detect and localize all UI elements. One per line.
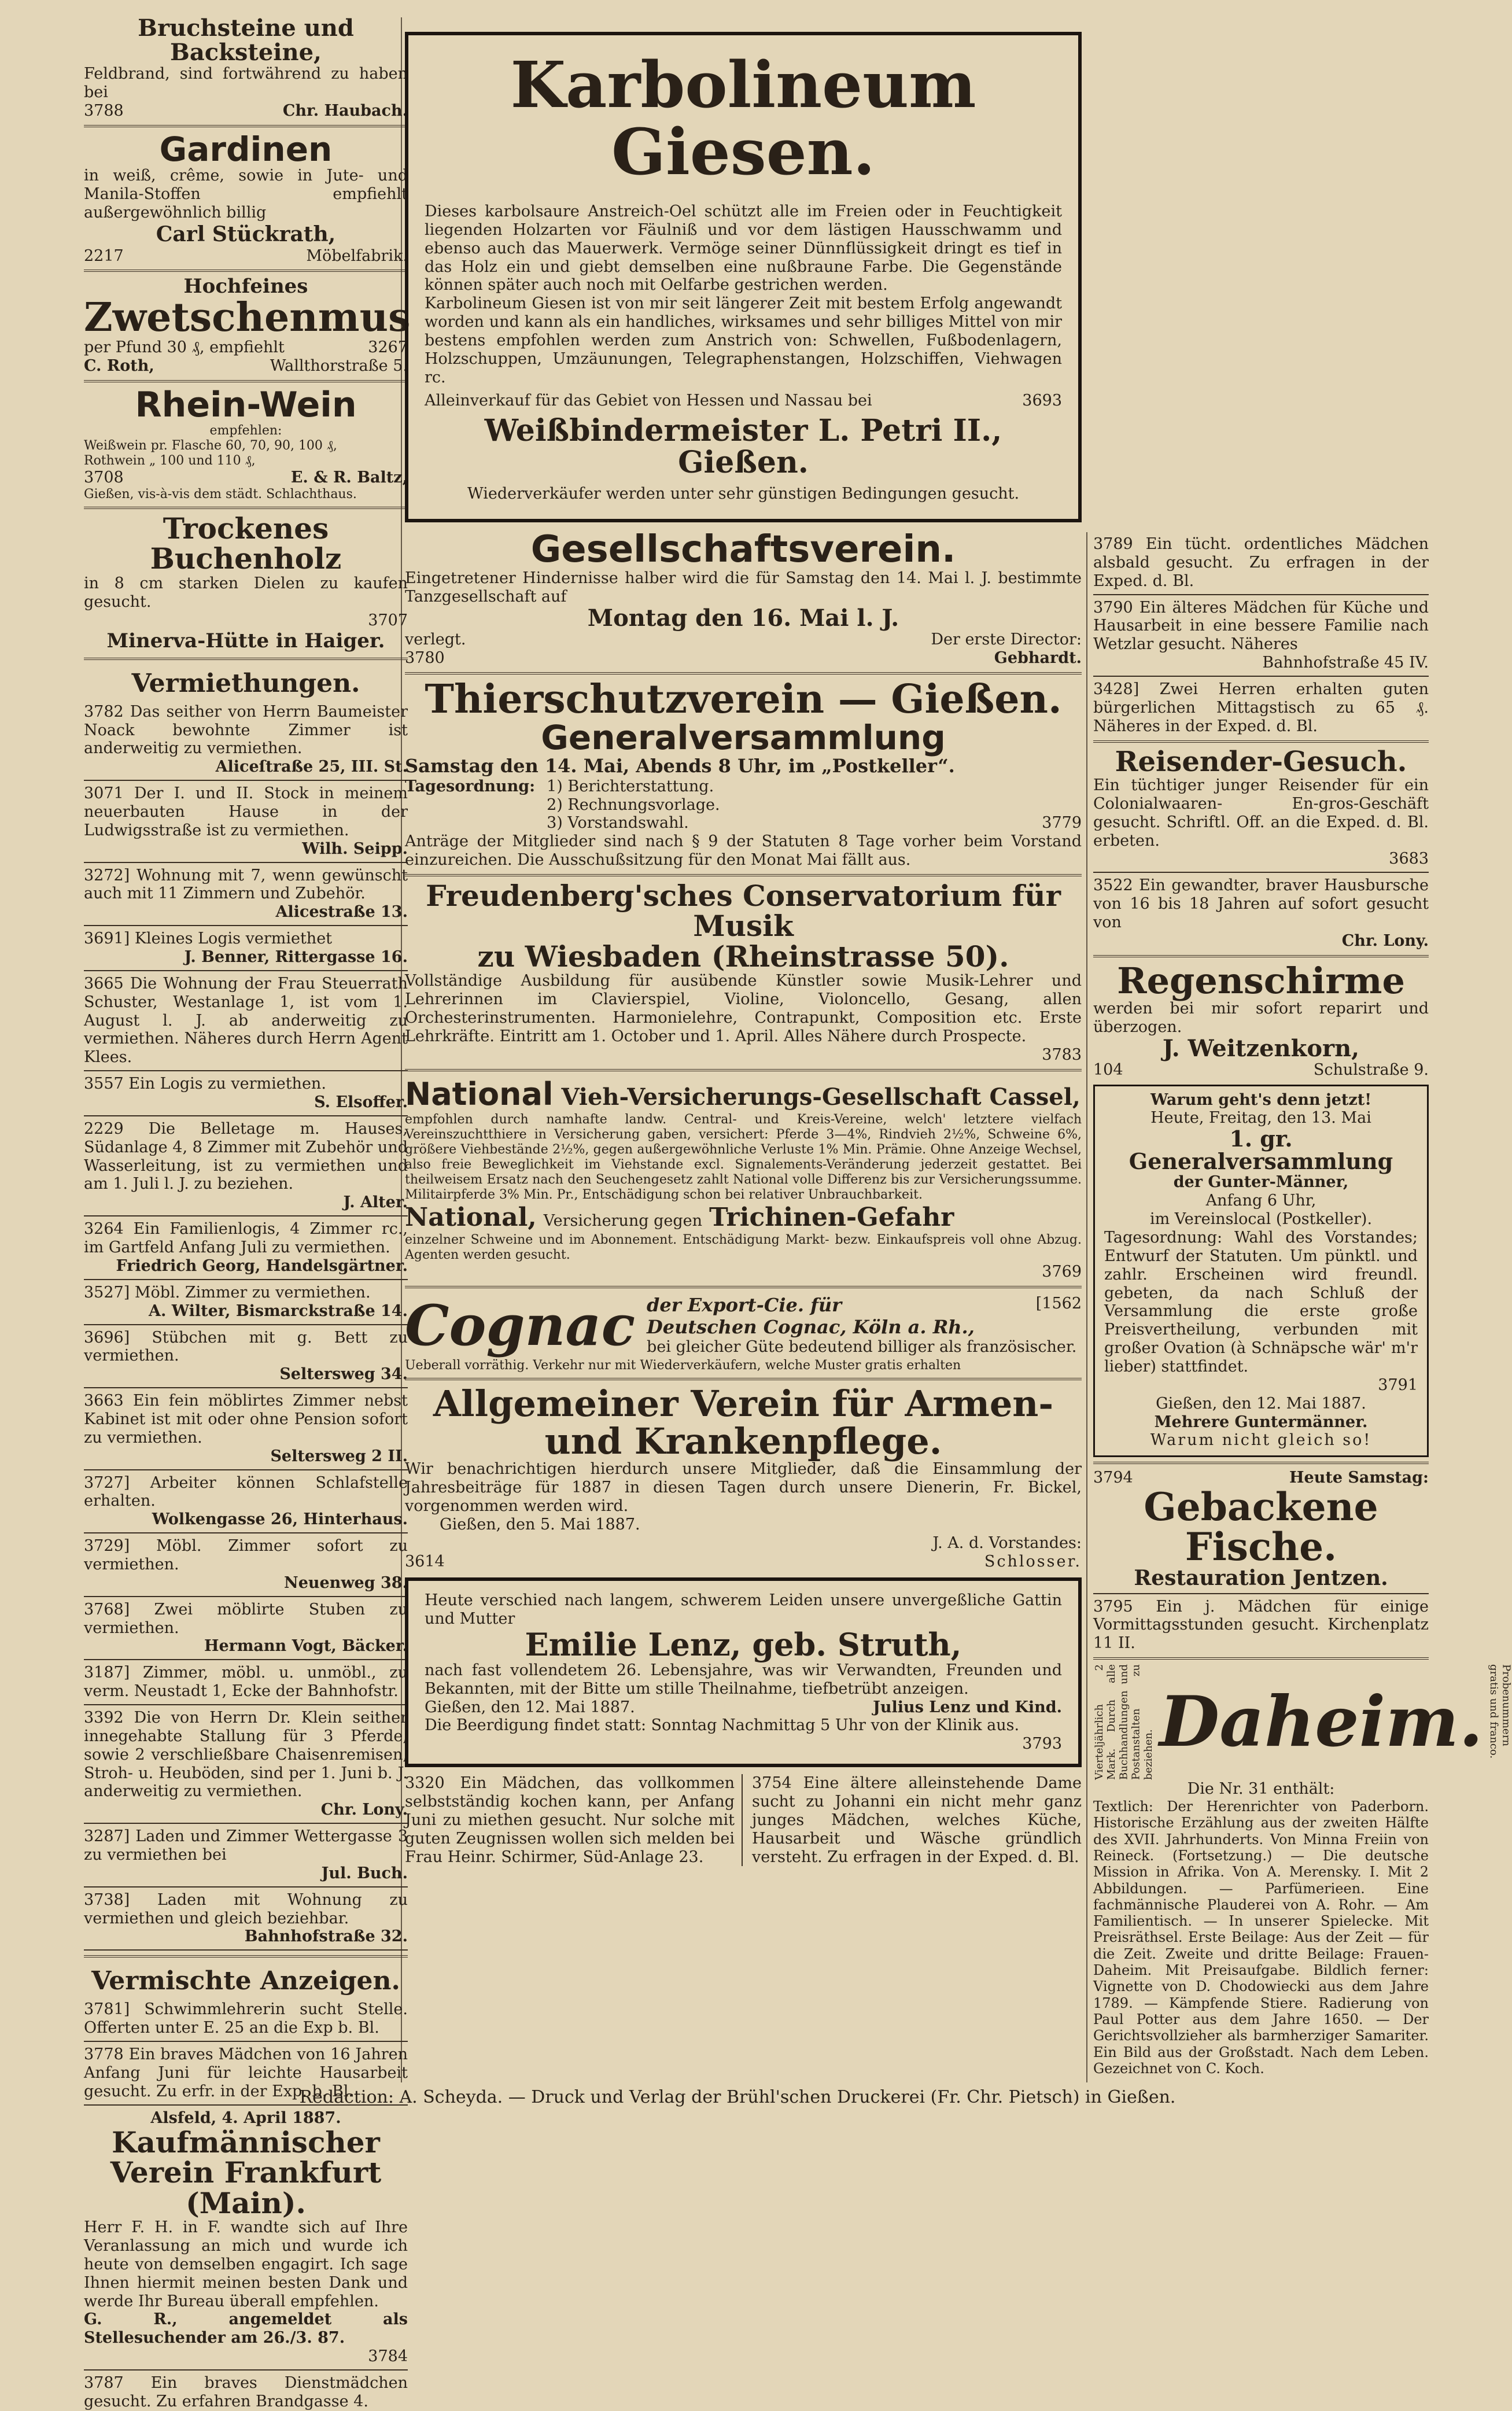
ad-text: in weiß, crême, sowie in Jute- und Manila-Stoffen empfiehlt außergewöhnlich billig xyxy=(84,167,408,222)
ad-conservatorium xyxy=(405,878,1082,1064)
ad-title: Regenschirme xyxy=(1117,959,1405,1002)
ad-text: Heute verschied nach langem, schwerem Leiden unsere unvergeßliche Gattin und Mutter xyxy=(425,1591,1062,1628)
ad-number: 3267 xyxy=(368,338,408,357)
ad-text: in 8 cm starken Dielen zu kaufen gesucht. xyxy=(84,574,408,611)
ad-title: Allgemeiner Verein für Armen- und Krankenpflege. xyxy=(433,1383,1054,1463)
ad-text: 2229 Die Belletage m. Hauses, Südanlage 4, 8 Zimmer mit Zubehör und Wasserleitung, ist zu vermiethen und am 1. Juli l. J. zu beziehen. xyxy=(84,1119,408,1193)
ad-title: Karbolineum Giesen. xyxy=(510,47,976,189)
ad-text: Karbolineum Giesen ist von mir seit längerer Zeit mit bestem Erfolg angewandt worden und kann als ein handliches, wirksames und sehr billiges Mittel von mir bestens empfohlen werden zum Anstrich von: Schwellen, Fußbodenlagern, Holzschuppen, Umzäunungen, Telegraphenstangen, Holzschiffen, Viehwagen rc. xyxy=(425,294,1062,386)
ad-number: 3788 xyxy=(84,101,124,120)
list-item xyxy=(84,1329,408,1389)
column-rule-right xyxy=(1086,532,1087,2082)
ad-text: im Vereinslocal (Postkeller). xyxy=(1149,1210,1373,1229)
ad-signature: S. Elsoffer. xyxy=(314,1093,408,1112)
divider xyxy=(84,2041,408,2042)
ad-date: Montag den 16. Mai l. J. xyxy=(587,604,899,632)
ad-number: 104 xyxy=(1093,1060,1123,1079)
ad-rheinwein xyxy=(84,387,408,502)
ad-number: 3779 xyxy=(1042,814,1082,832)
divider xyxy=(405,1069,1082,1071)
list-item xyxy=(84,975,408,1071)
divider xyxy=(84,1469,408,1470)
vermiethungen-list xyxy=(84,703,408,1951)
ad-daheim xyxy=(1093,1664,1512,2077)
list-item xyxy=(84,1392,408,1470)
ad-side-text: Vierteljährlich 2 Mark. Durch alle Buchhandlungen und Postanstalten zu beziehen. xyxy=(1093,1664,1155,1780)
ad-mittagstisch: 3428] Zwei Herren erhalten guten bürgerlichen Mittagstisch zu 65 ₰. Näheres in der Exped. d. Bl. xyxy=(1093,680,1429,735)
ad-text: 3287] Laden und Zimmer Wettergasse 3 zu vermiethen bei xyxy=(84,1827,408,1864)
list-item xyxy=(84,1474,408,1534)
divider xyxy=(1093,676,1429,677)
ad-text: bei gleicher Güte bedeutend billiger als französischer. xyxy=(647,1338,1077,1356)
divider xyxy=(1093,872,1429,873)
right-column xyxy=(1093,535,1512,2077)
ad-thierschutzverein xyxy=(405,676,1082,869)
ad-signature: J. Alter. xyxy=(343,1193,408,1212)
ad-kaufmaennischer-verein xyxy=(84,2125,408,2366)
ad-number: 3708 xyxy=(84,469,124,487)
ad-text: 3264 Ein Familienlogis, 4 Zimmer rc., im Gartfeld Anfang Juli zu vermiethen. xyxy=(84,1220,408,1257)
ad-title: Kaufmännischer Verein Frankfurt (Main). xyxy=(110,2125,382,2220)
ad-title: Vieh-Versicherungs-Gesellschaft Cassel, xyxy=(561,1083,1080,1111)
divider xyxy=(1093,1462,1429,1464)
ad-maedchen: 3789 Ein tücht. ordentliches Mädchen alsbald gesucht. Zu erfragen in der Exped. d. Bl. xyxy=(1093,535,1429,590)
divider xyxy=(84,507,408,509)
ad-date: Gießen, den 5. Mai 1887. xyxy=(440,1515,640,1533)
ad-text: Die Beerdigung findet statt: Sonntag Nachmittag 5 Uhr von der Klinik aus. xyxy=(425,1716,1020,1735)
divider xyxy=(84,658,408,660)
list-item xyxy=(84,1891,408,1951)
divider xyxy=(84,270,408,272)
ad-title: Reisender-Gesuch. xyxy=(1115,745,1407,778)
agenda-item: 2) Rechnungsvorlage. xyxy=(547,795,720,814)
ad-number: 3683 xyxy=(1389,850,1429,868)
ad-text: verlegt. xyxy=(405,630,466,648)
ad-line: Rothwein „ 100 und 110 ₰, xyxy=(84,454,256,469)
ad-title: Cognac xyxy=(405,1292,636,1358)
ad-text: Anträge der Mitglieder sind nach § 9 der Statuten 8 Tage vorher beim Vorstand einzureichen. Die Ausschußsitzung für den Monat Mai fällt aus. xyxy=(405,832,1082,869)
ad-signature: Neuenweg 38. xyxy=(284,1573,408,1592)
ad-address: Wallthorstraße 5. xyxy=(270,357,408,375)
ad-text: Die Nr. 31 enthält: xyxy=(1187,1780,1335,1798)
ad-number: 3707 xyxy=(368,611,408,629)
agenda-label: Tagesordnung: xyxy=(405,777,536,795)
ad-gardinen xyxy=(84,129,408,266)
divider xyxy=(84,1704,408,1705)
ad-title: Freudenberg'sches Conservatorium für Musik xyxy=(426,878,1061,943)
ad-text: 3071 Der I. und II. Stock in meinem neuerbauten Hause in der Ludwigsstraße ist zu vermiethen. xyxy=(84,784,408,839)
divider xyxy=(84,1387,408,1388)
divider xyxy=(84,1949,408,1951)
ad-gesellschaftsverein xyxy=(405,530,1082,668)
ad-text: Eingetretener Hindernisse halber wird die für Samstag den 14. Mai l. J. bestimmte Tanzgesellschaft auf xyxy=(405,569,1082,606)
ad-date: Samstag den 14. Mai, Abends 8 Uhr, im „Postkeller“. xyxy=(405,754,955,777)
divider xyxy=(84,1659,408,1660)
date-line: Alsfeld, 4. April 1887. xyxy=(150,2108,341,2127)
ad-side-text: Probenummern gratis und franco. xyxy=(1488,1664,1512,1759)
ad-signature: Julius Lenz und Kind. xyxy=(873,1698,1062,1716)
ad-signature: C. Roth, xyxy=(84,357,154,375)
ad-text: Ueberall vorräthig. Verkehr nur mit Wiederverkäufern, welche Muster gratis erhalten xyxy=(405,1358,961,1373)
middle-column xyxy=(405,32,1082,1866)
ad-title: Thierschutzverein — Gießen. xyxy=(425,676,1062,722)
divider xyxy=(1093,594,1429,595)
ad-text: per Pfund 30 ₰, empfiehlt xyxy=(84,338,285,357)
divider xyxy=(84,1324,408,1325)
list-item xyxy=(84,1601,408,1661)
ad-text: 3665 Die Wohnung der Frau Steuerrath Schuster, Westanlage 1, ist vom 1. August l. J. ab anderweitig zu vermiethen. Näheres durch Herrn Agent Klees. xyxy=(84,974,408,1067)
ad-todesanzeige-lenz xyxy=(405,1577,1082,1767)
ad-text: Ein tüchtiger junger Reisender für ein Colonialwaaren- En-gros-Geschäft gesucht. Schriftl. Off. an die Exped. d. Bl. erbeten. xyxy=(1093,776,1429,850)
ad-subtitle: zu Wiesbaden (Rheinstrasse 50). xyxy=(477,939,1009,974)
list-item xyxy=(84,703,408,781)
ad-national xyxy=(405,1076,1082,1281)
divider xyxy=(84,1279,408,1280)
ad-title: Emilie Lenz, geb. Struth, xyxy=(525,1626,962,1664)
ad-number: 3769 xyxy=(1042,1263,1082,1281)
ad-text: 3272] Wohnung mit 7, wenn gewünscht auch mit 11 Zimmern und Zubehör. xyxy=(84,866,408,903)
ad-text: Wiederverkäufer werden unter sehr günstigen Bedingungen gesucht. xyxy=(467,484,1020,503)
ad-signature: Seltersweg 34. xyxy=(279,1365,408,1384)
ad-signature: Hermann Vogt, Bäcker. xyxy=(204,1637,408,1656)
list-item xyxy=(84,867,408,927)
ad-address: Gießen, vis-à-vis dem städt. Schlachthaus. xyxy=(84,486,357,502)
ad-title: 1. gr. Generalversammlung xyxy=(1129,1125,1393,1175)
list-item xyxy=(84,1220,408,1280)
bottom-ads xyxy=(405,1774,1082,1866)
section-title-vermischte: Vermischte Anzeigen. xyxy=(91,1966,400,1996)
ad-text: 3557 Ein Logis zu vermiethen. xyxy=(84,1075,326,1093)
divider xyxy=(84,925,408,926)
list-item xyxy=(84,1709,408,1824)
ad-signature: Seltersweg 2 II. xyxy=(270,1447,408,1465)
section-title-vermiethungen: Vermiethungen. xyxy=(131,668,360,698)
divider xyxy=(84,1823,408,1824)
ad-date: Gießen, den 12. Mai 1887. xyxy=(425,1698,635,1716)
ad-signature: Alicestraße 13. xyxy=(275,903,408,921)
list-item xyxy=(84,1284,408,1325)
ad-text: empfohlen durch namhafte landw. Central- und Kreis-Vereine, welch' letztere vielfach Vereinszuchtthiere in Versicherung gaben, versichert: Pferde 3—4%, Rindvieh 2½%, Schweine 6%, größere Viehbestände 2½%, gegen außergewöhnliche Verluste 1% Min. Prämie. Ohne Anzeige Wechsel, also freie Beweglichkeit im Viehstande excl. Signalements-Veränderung jederzeit gestattet. Bei theilweisem Ersatz nach den Seuchengesetz zahlt National volle Differenz bis zur Versicherungssumme. Militairpferde 3% Min. Pr., Entschädigung schon bei relativer Unbrauchbarkeit. xyxy=(405,1112,1082,1203)
ad-signature: Jul. Buch. xyxy=(321,1864,408,1882)
ad-text: Warum nicht gleich so! xyxy=(1150,1431,1372,1450)
ad-address: Bahnhofstraße 45 IV. xyxy=(1262,654,1429,672)
ad-title: Trockenes Buchenholz xyxy=(150,511,342,576)
ad-title: Bruchsteine und Backsteine, xyxy=(138,14,354,66)
ad-address: Schulstraße 9. xyxy=(1313,1060,1429,1079)
agenda-item: 1) Berichterstattung. xyxy=(547,777,714,795)
ad-bruchsteine xyxy=(84,16,408,120)
ad-text: 3778 Ein braves Mädchen von 16 Jahren Anfang Juni für leichte Hausarbeit gesucht. Zu erfr. in der Exp. b. Bl. xyxy=(84,2045,408,2100)
ad-signature: Gebhardt. xyxy=(994,648,1082,667)
ad-text: 3392 Die von Herrn Dr. Klein seither innegehabte Stallung für 3 Pferde, sowie 2 verschließbare Chaisenremisen, Stroh- u. Heuböden, sind per 1. Juni b. J. anderweitig zu vermiethen. xyxy=(84,1708,408,1801)
divider xyxy=(84,2369,408,2371)
ad-hausbursche: 3522 Ein gewandter, braver Hausbursche von 16 bis 18 Jahren auf sofort gesucht von xyxy=(1093,876,1429,931)
ad-maedchen-wetzlar: 3790 Ein älteres Mädchen für Küche und Hausarbeit in eine bessere Familie nach Wetzlar gesucht. Näheres xyxy=(1093,598,1429,654)
ad-signature: Wilh. Seipp. xyxy=(302,839,408,858)
ad-text: Versicherung gegen xyxy=(543,1212,703,1230)
divider xyxy=(84,1955,408,1957)
left-column xyxy=(84,14,411,2411)
divider xyxy=(84,862,408,863)
divider xyxy=(84,780,408,781)
ad-signature: Chr. Haubach. xyxy=(282,101,408,120)
list-item xyxy=(84,1075,408,1116)
ad-text: 3696] Stübchen mit g. Bett zu vermiethen. xyxy=(84,1328,408,1365)
ad-text: Feldbrand, sind fortwährend zu haben bei xyxy=(84,65,408,101)
ad-armenverein xyxy=(405,1385,1082,1571)
ad-number: [1562 xyxy=(1035,1294,1082,1313)
ad-signature: J. Benner, Rittergasse 16. xyxy=(184,948,408,967)
ad-text: nach fast vollendetem 26. Lebensjahre, was wir Verwandten, Freunden und Bekannten, mit der Bitte um stille Theilnahme, tiefbetrübt anzeigen. xyxy=(425,1661,1062,1698)
ad-text: Textlich: Der Herenrichter von Paderborn. Historische Erzählung aus der zweiten Hälfte des XVII. Jahrhunderts. Von Minna Freiin von Reineck. (Fortsetzung.) — Die deutsche Mission in Afrika. Von A. Merensky. I. Mit 2 Abbildungen. — Parfümerieen. Eine fachmännische Plauderei von A. Rohr. — Am Familientisch. — In unserer Spielecke. Mit Preisräthsel. Erste Beilage: Aus der Zeit — für die Zeit. Zweite und dritte Beilage: Frauen-Daheim. Mit Preisaufgabe. Bildlich ferner: Vignette von D. Chodowiecki aus dem Jahre 1789. — Kämpfende Stiere. Radierung von Paul Potter aus dem Jahre 1650. — Der Gerichtsvollzieher als barmherziger Samariter. Ein Bild aus der Großstadt. Nach dem Leben. Gezeichnet von C. Koch. xyxy=(1093,1798,1429,2077)
ad-pretitle: Hochfeines xyxy=(183,275,308,298)
ad-signature: E. & R. Baltz, xyxy=(290,469,408,487)
ad-text: 3738] Laden mit Wohnung zu vermiethen und gleich beziehbar. xyxy=(84,1890,408,1927)
ad-number: 3780 xyxy=(405,648,445,667)
ad-title: Trichinen-Gefahr xyxy=(709,1203,954,1233)
ad-guntermaenner xyxy=(1093,1085,1429,1457)
ad-maedchen-vormittag: 3795 Ein j. Mädchen für einige Vormittagsstunden gesucht. Kirchenplatz 11 II. xyxy=(1093,1597,1429,1653)
ad-signature: J. A. d. Vorstandes: xyxy=(932,1533,1082,1552)
ad-signature: J. Weitzenkorn, xyxy=(1162,1034,1360,1062)
ad-subtitle: empfehlen: xyxy=(209,423,282,438)
divider xyxy=(1093,740,1429,743)
list-item xyxy=(84,784,408,862)
ad-text: Deutschen Cognac, Köln a. Rh., xyxy=(647,1315,975,1338)
ad-title: National xyxy=(405,1075,554,1112)
ad-subtitle: Möbelfabrik. xyxy=(306,246,408,265)
ad-text: Dieses karbolsaure Anstreich-Oel schützt alle im Freien oder in Feuchtigkeit liegenden Holzarten vor Fäulniß und vor dem lästigen Hausschwamm und ebenso auch das Mauerwerk. Vermöge seiner Dünnflüssigkeit dringt es tief in das Holz ein und giebt demselben eine nußbraune Farbe. Die Gegenstände können später auch noch mit Oelfarbe gestrichen werden. xyxy=(425,202,1062,294)
ad-gebackene-fische xyxy=(1093,1469,1429,1589)
divider xyxy=(84,1596,408,1597)
ad-text: einzelner Schweine und im Abonnement. Entschädigung Markt- bezw. Einkaufspreis voll ohne Abzug. Agenten werden gesucht. xyxy=(405,1233,1082,1263)
ad-signature: Weißbindermeister L. Petri II., Gießen. xyxy=(484,413,1002,481)
ad-text: Wir benachrichtigen hierdurch unsere Mitglieder, daß die Einsammlung der Jahresbeiträge für 1887 in diesen Tagen durch unsere Dienerin, Fr. Bickel, vorgenommen werden wird. xyxy=(405,1460,1082,1515)
ad-text: Heute, Freitag, den 13. Mai xyxy=(1150,1108,1371,1127)
agenda-item: 3) Vorstandswahl. xyxy=(547,814,689,832)
ad-reisender xyxy=(1093,747,1429,869)
ad-text: 3691] Kleines Logis vermiethet xyxy=(84,930,333,948)
ad-signature: Restauration Jentzen. xyxy=(1134,1565,1388,1590)
ad-title: Rhein-Wein xyxy=(135,385,357,426)
divider xyxy=(405,1378,1082,1380)
ad-cognac xyxy=(405,1293,1082,1373)
ad-date: Gießen, den 12. Mai 1887. xyxy=(1156,1394,1366,1413)
ad-signature: G. R., angemeldet als Stellesuchender am 26./3. 87. xyxy=(84,2310,408,2347)
footer-imprint: Redaction: A. Scheyda. — Druck und Verlag der Brühl'schen Druckerei (Fr. Chr. Pietsch) in Gießen. xyxy=(299,2087,1176,2107)
ad-signature: Bahnhofstraße 32. xyxy=(244,1927,408,1946)
ad-text: 3663 Ein fein möblirtes Zimmer nebst Kabinet ist mit oder ohne Pension sofort zu vermiethen. xyxy=(84,1392,408,1447)
ad-text: 3729] Möbl. Zimmer sofort zu vermiethen. xyxy=(84,1537,408,1573)
list-item xyxy=(84,2000,408,2042)
divider xyxy=(405,672,1082,674)
divider xyxy=(84,1886,408,1887)
ad-number: 3791 xyxy=(1378,1376,1418,1394)
ad-text: der Gunter-Männer, xyxy=(1173,1173,1349,1192)
divider xyxy=(405,1286,1082,1288)
ad-number: 3793 xyxy=(1022,1735,1062,1753)
ad-text: Alleinverkauf für das Gebiet von Hessen und Nassau bei xyxy=(425,391,872,410)
ad-zwetschenmus xyxy=(84,275,411,375)
ad-signature: Minerva-Hütte in Haiger. xyxy=(106,629,385,653)
agenda-list xyxy=(547,777,720,833)
ad-number: 3693 xyxy=(1022,391,1062,410)
ad-title: Daheim. xyxy=(1159,1681,1483,1763)
divider xyxy=(1093,955,1429,957)
ad-regenschirme xyxy=(1093,959,1429,1079)
ad-title: Gebackene Fische. xyxy=(1144,1484,1378,1570)
ad-signature: Mehrere Guntermänner. xyxy=(1154,1413,1368,1431)
ad-title: Warum geht's denn jetzt! xyxy=(1150,1091,1372,1109)
ad-text: Vollständige Ausbildung für ausübende Künstler sowie Musik-Lehrer und Lehrerinnen im Clavierspiel, Violine, Violoncello, Gesang, allen Orchesterinstrumenten. Harmonielehre, Contrapunkt, Composition etc. Erste Lehrkräfte. Eintritt am 1. October und 1. April. Alles Nähere durch Prospecte. xyxy=(405,972,1082,1046)
ad-signature: Chr. Lony. xyxy=(1341,931,1429,950)
ad-karbolineum xyxy=(405,32,1082,522)
ad-text: 3782 Das seither von Herrn Baumeister Noack bewohnte Zimmer ist anderweitig zu vermiethen. xyxy=(84,702,408,758)
divider xyxy=(84,1070,408,1071)
ad-number: 3784 xyxy=(368,2347,408,2366)
ad-signature: Wolkengasse 26, Hinterhaus. xyxy=(152,1510,408,1529)
ad-title: Zwetschenmus xyxy=(84,294,411,341)
ad-signature: Schlosser. xyxy=(984,1552,1082,1571)
ad-signature: Aliceſtraße 25, III. St. xyxy=(215,758,408,776)
ad-text: Tagesordnung: Wahl des Vorstandes; Entwurf der Statuten. Um pünktl. und zahlr. Erscheinen wird freundl. gebeten, da nach Schluß der Versammlung die erste große Preisvertheilung, verbunden mit großer Ovation (à Schnäpsche wär' m'r lieber) stattfindet. xyxy=(1104,1228,1418,1376)
ad-text: Anfang 6 Uhr, xyxy=(1205,1192,1316,1210)
ad-text: 3768] Zwei möblirte Stuben zu vermiethen. xyxy=(84,1600,408,1637)
divider xyxy=(1093,1657,1429,1660)
ad-text: 3187] Zimmer, möbl. u. unmöbl., zu verm. Neustadt 1, Ecke der Bahnhofstr. xyxy=(84,1664,408,1701)
ad-subtitle: Generalversammlung xyxy=(541,718,946,758)
ad-pretitle: Heute Samstag: xyxy=(1289,1469,1429,1487)
ad-number: 3614 xyxy=(405,1552,445,1571)
ad-title: Gesellschaftsverein. xyxy=(530,528,956,571)
ad-text: der Export-Cie. für xyxy=(647,1293,842,1316)
list-item xyxy=(84,1120,408,1216)
ad-title: National, xyxy=(405,1203,537,1233)
ad-text: 3527] Möbl. Zimmer zu vermiethen. xyxy=(84,1283,371,1302)
ad-number: 3783 xyxy=(1042,1045,1082,1064)
list-item xyxy=(84,930,408,971)
divider xyxy=(84,1115,408,1116)
divider xyxy=(84,380,408,382)
ad-text: 3727] Arbeiter können Schlafstelle erhalten. xyxy=(84,1473,408,1510)
ad-signature: Chr. Lony. xyxy=(320,1801,408,1819)
divider xyxy=(84,125,408,127)
list-item xyxy=(84,1827,408,1887)
ad-text: Der erste Director: xyxy=(931,630,1082,648)
divider xyxy=(84,970,408,971)
divider xyxy=(84,1532,408,1533)
ad-maedchen-dame: 3754 Eine ältere alleinstehende Dame sucht zu Johanni ein nicht mehr ganz junges Mädchen, welches Küche, Hausarbeit und Wäsche gründlich versteht. Zu erfragen in der Exped. d. Bl. xyxy=(752,1774,1082,1866)
ad-maedchen-schirmer: 3320 Ein Mädchen, das vollkommen selbstständig kochen kann, per Anfang Juni zu miethen gesucht. Nur solche mit guten Zeugnissen wollen sich melden bei Frau Heinr. Schirmer, Süd-Anlage 23. xyxy=(405,1774,743,1866)
divider xyxy=(405,874,1082,876)
list-item xyxy=(84,1664,408,1705)
ad-line: Weißwein pr. Flasche 60, 70, 90, 100 ₰, xyxy=(84,438,337,454)
ad-buchenholz xyxy=(84,511,408,653)
ad-dienstmaedchen: 3787 Ein braves Dienstmädchen gesucht. Zu erfahren Brandgasse 4. xyxy=(84,2374,408,2410)
ad-text: werden bei mir sofort reparirt und überzogen. xyxy=(1093,999,1429,1036)
list-item xyxy=(84,1537,408,1597)
ad-number: 2217 xyxy=(84,246,124,265)
ad-signature: Carl Stückrath, xyxy=(156,222,336,247)
divider xyxy=(84,1215,408,1216)
ad-text: Herr F. H. in F. wandte sich auf Ihre Veranlassung an mich und wurde ich heute von demselben engagirt. Ich sage Ihnen hiermit meinen besten Dank und werde Ihr Bureau überall empfehlen. xyxy=(84,2218,408,2310)
ad-signature: A. Wilter, Bismarckstraße 14. xyxy=(149,1302,408,1320)
ad-title: Gardinen xyxy=(159,129,333,169)
ad-signature: Friedrich Georg, Handelsgärtner. xyxy=(116,1256,408,1275)
ad-text: 3781] Schwimmlehrerin sucht Stelle. Offerten unter E. 25 an die Exp b. Bl. xyxy=(84,2000,408,2037)
ad-number: 3794 xyxy=(1093,1469,1133,1487)
divider xyxy=(1093,1593,1429,1594)
